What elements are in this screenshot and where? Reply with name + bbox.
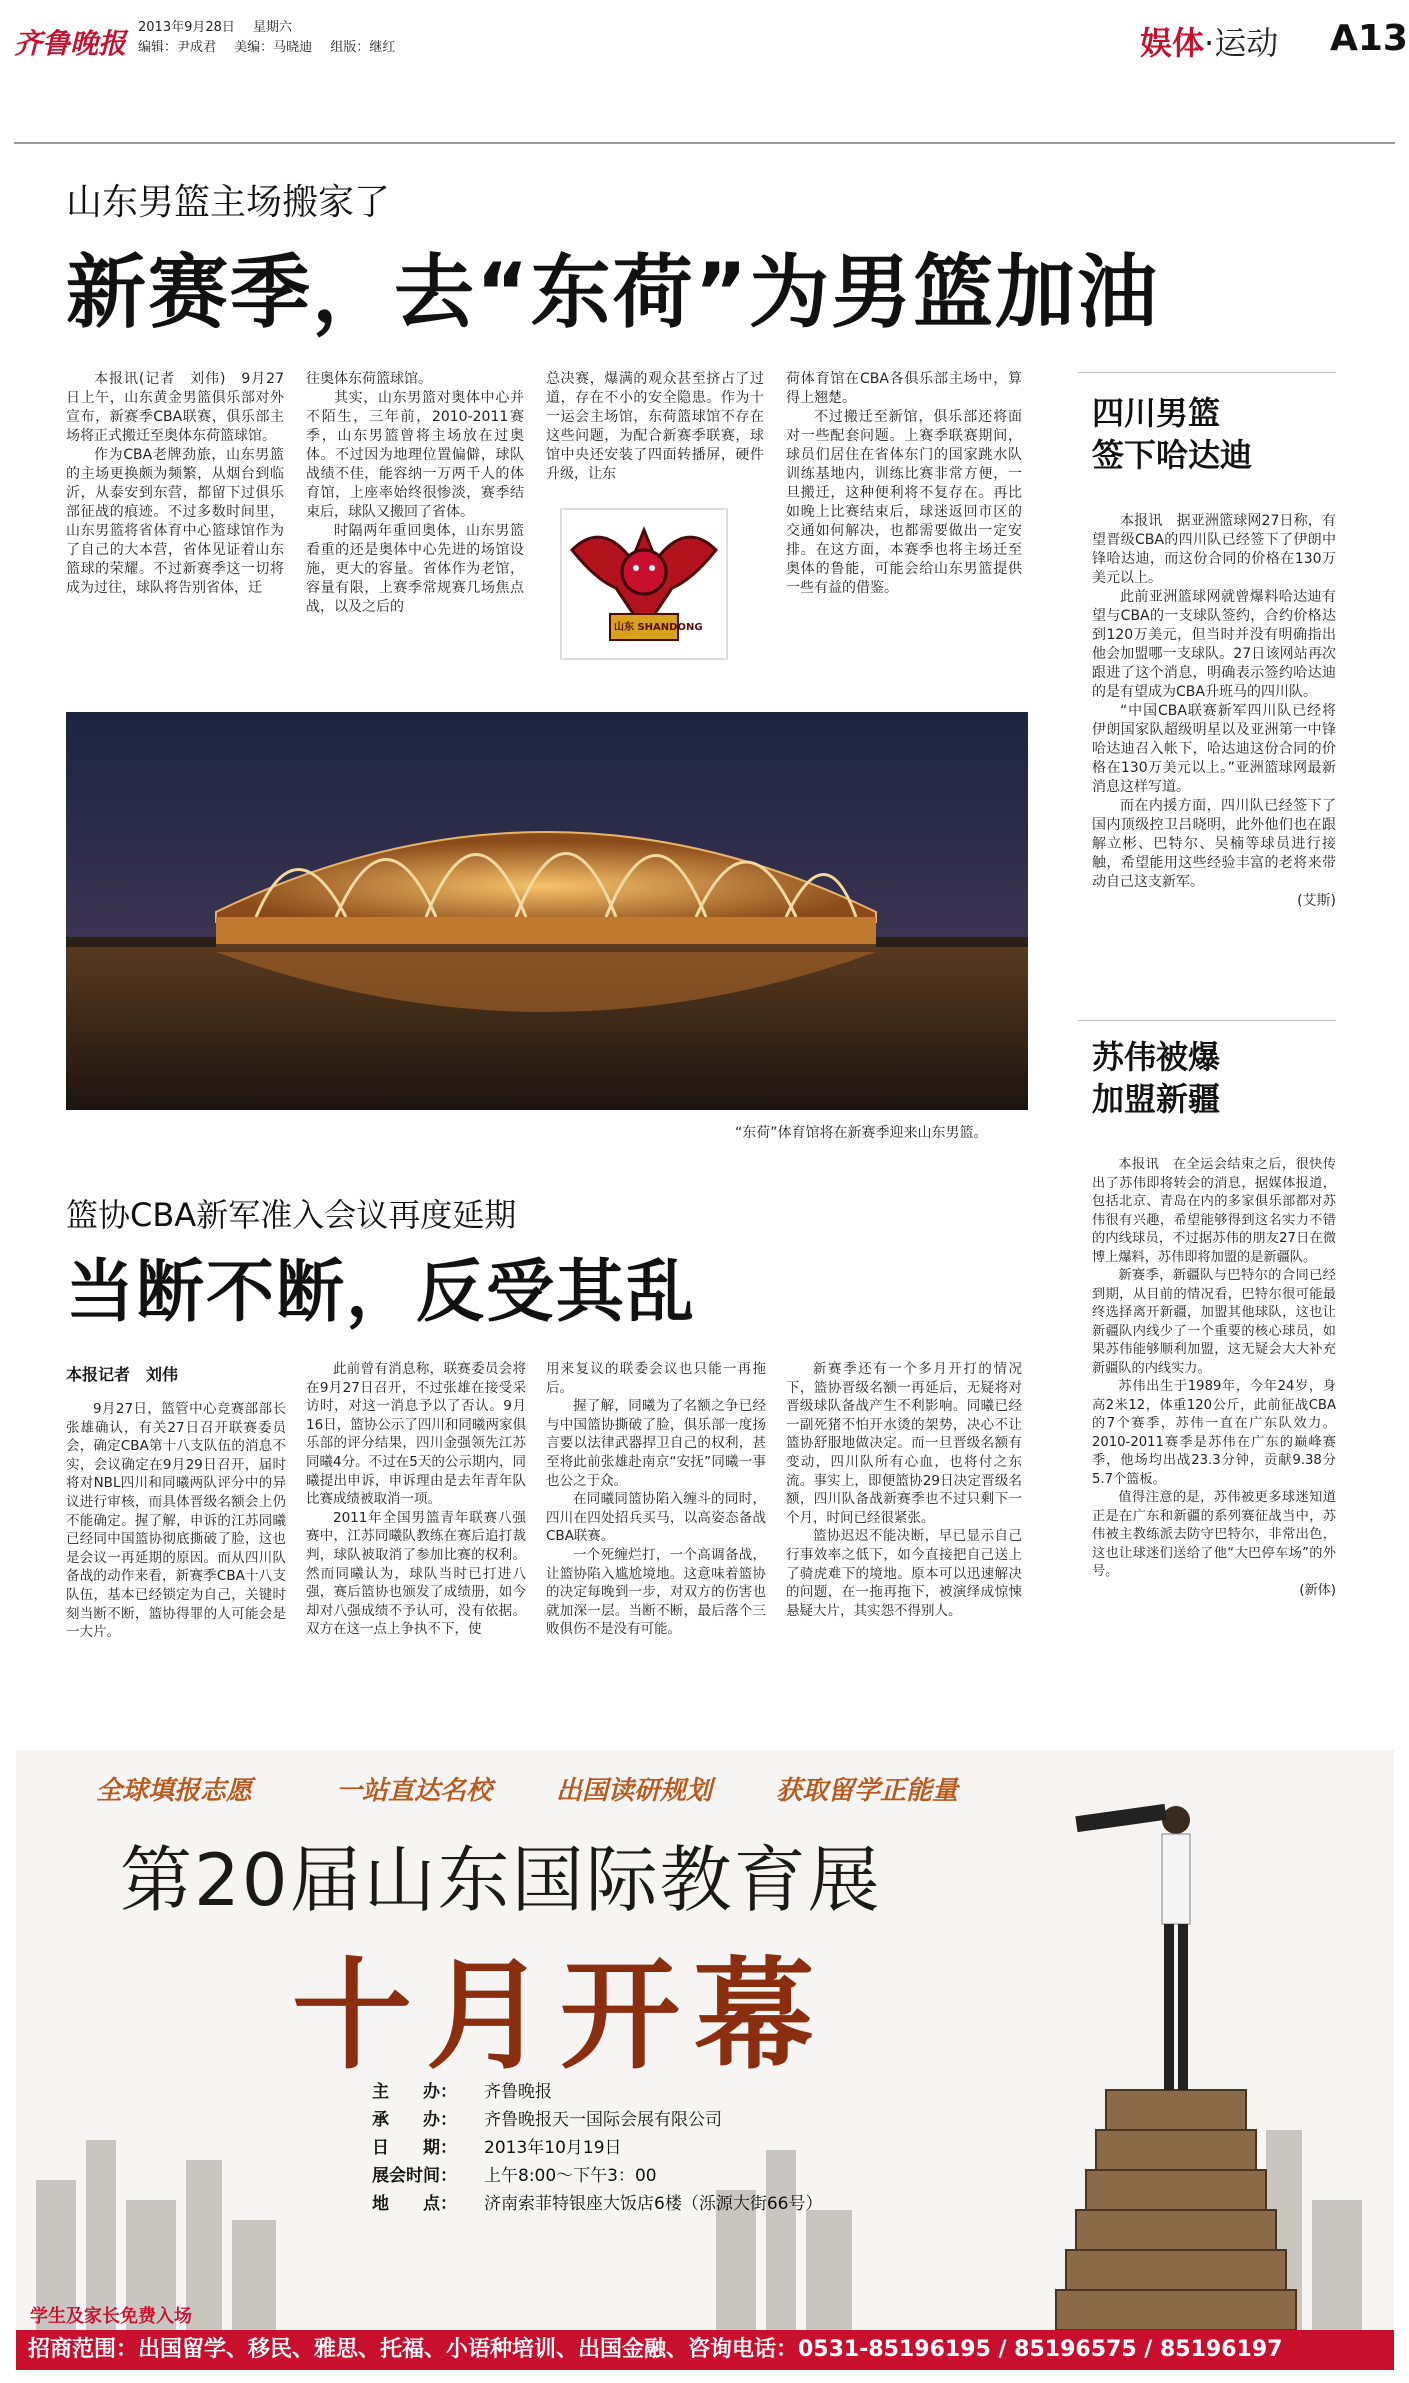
shandong-team-logo: 山东 SHANDONG (560, 508, 728, 660)
photo-caption: “东荷”体育馆将在新赛季迎来山东男篮。 (735, 1125, 988, 1141)
bull-mascot-icon (562, 510, 726, 658)
sidebar1-headline: 四川男篮 签下哈达迪 (1092, 394, 1253, 474)
story2-byline: 本报记者 刘伟 (66, 1365, 179, 1384)
story1-kicker: 山东男篮主场搬家了 (66, 182, 391, 223)
story1-headline: 新赛季，去“东荷”为男篮加油 (66, 246, 1160, 339)
story2-column-2: 此前曾有消息称，联赛委员会将在9月27日召开，不过张雄在接受采访时，对这一消息予以了否认。9月16日，篮协公示了四川和同曦两家俱乐部的评分结果，四川金强领先江苏同曦4分。不过在5天的公示期内，同曦提出申诉，申诉理由是去年青年队比赛成绩被取消一项。 2011年全国男篮青年联赛八强赛中，江苏同曦队教练在赛后追打裁判，球队被取消了参加比赛的权利。然而同曦认为，球队当时已打进八强，赛后篮协也颁发了成绩册，如今却对八强成绩不予认可，没有依据。双方在这一点上争执不下，使 (306, 1361, 526, 1638)
issue-date: 2013年9月28日 (138, 20, 235, 35)
editor-credit: 编辑：尹成君 (138, 40, 217, 55)
man-with-telescope-icon (1075, 1804, 1190, 2090)
art-credit: 美编：马晓迪 (234, 40, 313, 55)
masthead-rule (14, 142, 1395, 144)
ad-contact-bar: 招商范围：出国留学、移民、雅思、托福、小语种培训、出国金融、咨询电话：0531-85196195 / 85196575 / 85196197 (16, 2330, 1394, 2370)
layout-credit: 组版：继红 (330, 40, 396, 55)
section-name: 娱体·运动 (1140, 24, 1279, 62)
story2-kicker: 篮协CBA新军准入会议再度延期 (66, 1196, 517, 1234)
story2-column-1: 9月27日，篮管中心竞赛部部长张雄确认，有关27日召开联赛委员会，确定CBA第十八支队伍的消息不实，会议确定在9月29日召开，届时将对NBL四川和同曦两队评分中的异议进行审核，而具体晋级名额会上仍不能确定。握了解，申诉的江苏同曦已经同中国篮协彻底撕破了脸，这也是会议一再延期的原因。而从四川队备战的动作来看，新赛季CBA十八支队伍，基本已经锁定为自己，关键时刻当断不断，篮协得罪的人可能会是一大片。 (66, 1401, 286, 1641)
stadium-photo (66, 712, 1028, 1110)
masthead-meta (138, 18, 409, 58)
sidebar2-body: 本报讯 在全运会结束之后，很快传出了苏伟即将转会的消息，据媒体报道，包括北京、青岛在内的多家俱乐部都对苏伟很有兴趣，希望能够得到这名实力不错的内线球员，不过据苏伟的朋友27日在微博上爆料，苏伟即将加盟的是新疆队。 新赛季，新疆队与巴特尔的合同已经到期，从目前的情况看，巴特尔很可能最终选择离开新疆，加盟其他球队，这也让新疆队内线少了一个重要的核心球员，如果苏伟能够顺利加盟，这无疑会大大补充新疆队的内线实力。 苏伟出生于1989年，今年24岁，身高2米12，体重120公斤，此前征战CBA的7个赛季，苏伟一直在广东队效力。2010-2011赛季是苏伟在广东的巅峰赛季，他场均出战23.3分钟，贡献9.38分5.7个篮板。 值得注意的是，苏伟被更多球迷知道正是在广东和新疆的系列赛征战当中，苏伟被主教练派去防守巴特尔，非常出色，这也让球迷们送给了他“大巴停车场”的外号。 (新体) (1092, 1157, 1336, 1598)
ad-opening-month: 十月开幕 (292, 1945, 828, 2086)
story1-column-4: 荷体育馆在CBA各俱乐部主场中，算得上翘楚。 不过搬迁至新馆，俱乐部还将面对一些配套问题。上赛季联赛期间，球员们居住在省体东门的国家跳水队训练基地内，训练比赛非常方便，一旦搬迁，这种便利将不复存在。再比如晚上比赛结束后，球迷返回市区的交通如何解决，也都需要做出一定安排。在这方面，本赛季也将主场迁至奥体的鲁能，可能会给山东男篮提供一些有益的借鉴。 (786, 371, 1022, 596)
story1-column-1: 本报讯(记者 刘伟) 9月27日上午，山东黄金男篮俱乐部对外宣布，新赛季CBA联赛，俱乐部主场将正式搬迁至奥体东荷篮球馆。 作为CBA老牌劲旅，山东男篮的主场更换颇为频繁，从烟台到临沂，从泰安到东营，都留下过俱乐部征战的痕迹。不过多数时间里，山东男篮将省体育中心篮球馆作为了自己的大本营，省体见证着山东篮球的荣耀。不过新赛季这一切将成为过往，球队将告别省体，迁 (66, 371, 284, 596)
story2-column-4: 新赛季还有一个多月开打的情况下，篮协晋级名额一再延后，无疑将对晋级球队备战产生不利影响。同曦已经一副死猪不怕开水烫的架势，决心不让篮协舒服地做决定。而一旦晋级名额有变动，四川队所有心血，也将付之东流。事实上，即便篮协29日决定晋级名额，四川队备战新赛季也不过只剩下一个月，时间已经很紧张。 篮协迟迟不能决断，早已显示自己行事效率之低下，如今直接把自己送上了骑虎难下的境地。原本可以迅速解决的问题，在一拖再拖下，被演绎成惊悚悬疑大片，其实怨不得别人。 (786, 1361, 1022, 1619)
issue-weekday: 星期六 (253, 20, 293, 35)
masthead (0, 0, 1409, 140)
sidebar1-rule (1078, 372, 1336, 373)
page-number: A13 (1330, 18, 1408, 59)
story2-column-3: 用来复议的联委会议也只能一再拖后。 握了解，同曦为了名额之争已经与中国篮协撕破了脸，俱乐部一度扬言要以法律武器捍卫自己的权利，甚至将此前张雄赴南京“安抚”同曦一事也公之于众。 在同曦同篮协陷入缠斗的同时，四川在四处招兵买马，以高姿态备战CBA联赛。 一个死缠烂打，一个高调备战，让篮协陷入尴尬境地。这意味着篮协的决定每晚到一步，对双方的伤害也就加深一层。当断不断，最后落个三败俱伤不是没有可能。 (546, 1361, 766, 1638)
ad-info-table: 主 办： 齐鲁晚报 承 办： 齐鲁晚报天一国际会展有限公司 日 期： 2013年10月19日 展会时间： 上午8:00～下午3：00 地 点： 济南索菲特银座大饭店6楼（泺源大街66号） (372, 2082, 823, 2214)
story2-headline: 当断不断，反受其乱 (66, 1253, 697, 1332)
education-expo-ad: 全球填报志愿 一站直达名校 出国读研规划 获取留学正能量 第20届山东国际教育展 十月开幕 主 办： 齐鲁晚报 承 办： 齐鲁晚报天一国际会展有限公司 日 期： 2013年10月19日 展会时间： 上午8:00～下午3：00 地 点： 济南索菲特银座大饭店6楼（泺源大街66号） 学生及家长免费入场 招商范围：出国留学、移民、雅思、托福、小语种培训、出国金融、咨询电话：0531-85196195 / 85196575 / 85196197 (16, 1750, 1394, 2370)
ad-free-entry: 学生及家长免费入场 (30, 2306, 192, 2327)
ad-title: 第20届山东国际教育展 (120, 1838, 882, 1922)
story1-column-3: 总决赛，爆满的观众甚至挤占了过道，存在不小的安全隐患。作为十一运会主场馆，东荷篮球馆不存在这些问题，为配合新赛季联赛，球馆中央还安装了四面转播屏，硬件升级，让东 (546, 371, 764, 482)
story1-column-2: 往奥体东荷篮球馆。 其实，山东男篮对奥体中心并不陌生，三年前，2010-2011赛季，山东男篮曾将主场放在过奥体。不过因为地理位置偏僻，球队战绩不佳，能容纳一万两千人的体育馆，上座率始终很惨淡，赛季结束后，球队又搬回了省体。 时隔两年重回奥体，山东男篮看重的还是奥体中心先进的场馆设施，更大的容量。省体作为老馆，容量有限，上赛季常规赛几场焦点战，以及之后的 (306, 371, 524, 615)
sidebar1-body: 本报讯 据亚洲篮球网27日称，有望晋级CBA的四川队已经签下了伊朗中锋哈达迪，而这份合同的价格在130万美元以上。 此前亚洲篮球网就曾爆料哈达迪有望与CBA的一支球队签约，合约价格达到120万美元，但当时并没有明确指出他会加盟哪一支球队。27日该网站再次跟进了这个消息，明确表示签约哈达迪的是有望成为CBA升班马的四川队。 “中国CBA联赛新军四川队已经将伊朗国家队超级明星以及亚洲第一中锋哈达迪召入帐下，哈达迪这份合同的价格在130万美元以上。”亚洲篮球网最新消息这样写道。 而在内援方面，四川队已经签下了国内顶级控卫吕晓明，此外他们也在跟解立彬、巴特尔、吴楠等球员进行接触，希望能用这些经验丰富的老将来带动自己这支新军。 (艾斯) (1092, 513, 1336, 909)
newspaper-logo: 齐鲁晚报 (14, 27, 127, 60)
sidebar2-headline: 苏伟被爆 加盟新疆 (1092, 1038, 1221, 1118)
sidebar2-rule (1078, 1020, 1336, 1021)
